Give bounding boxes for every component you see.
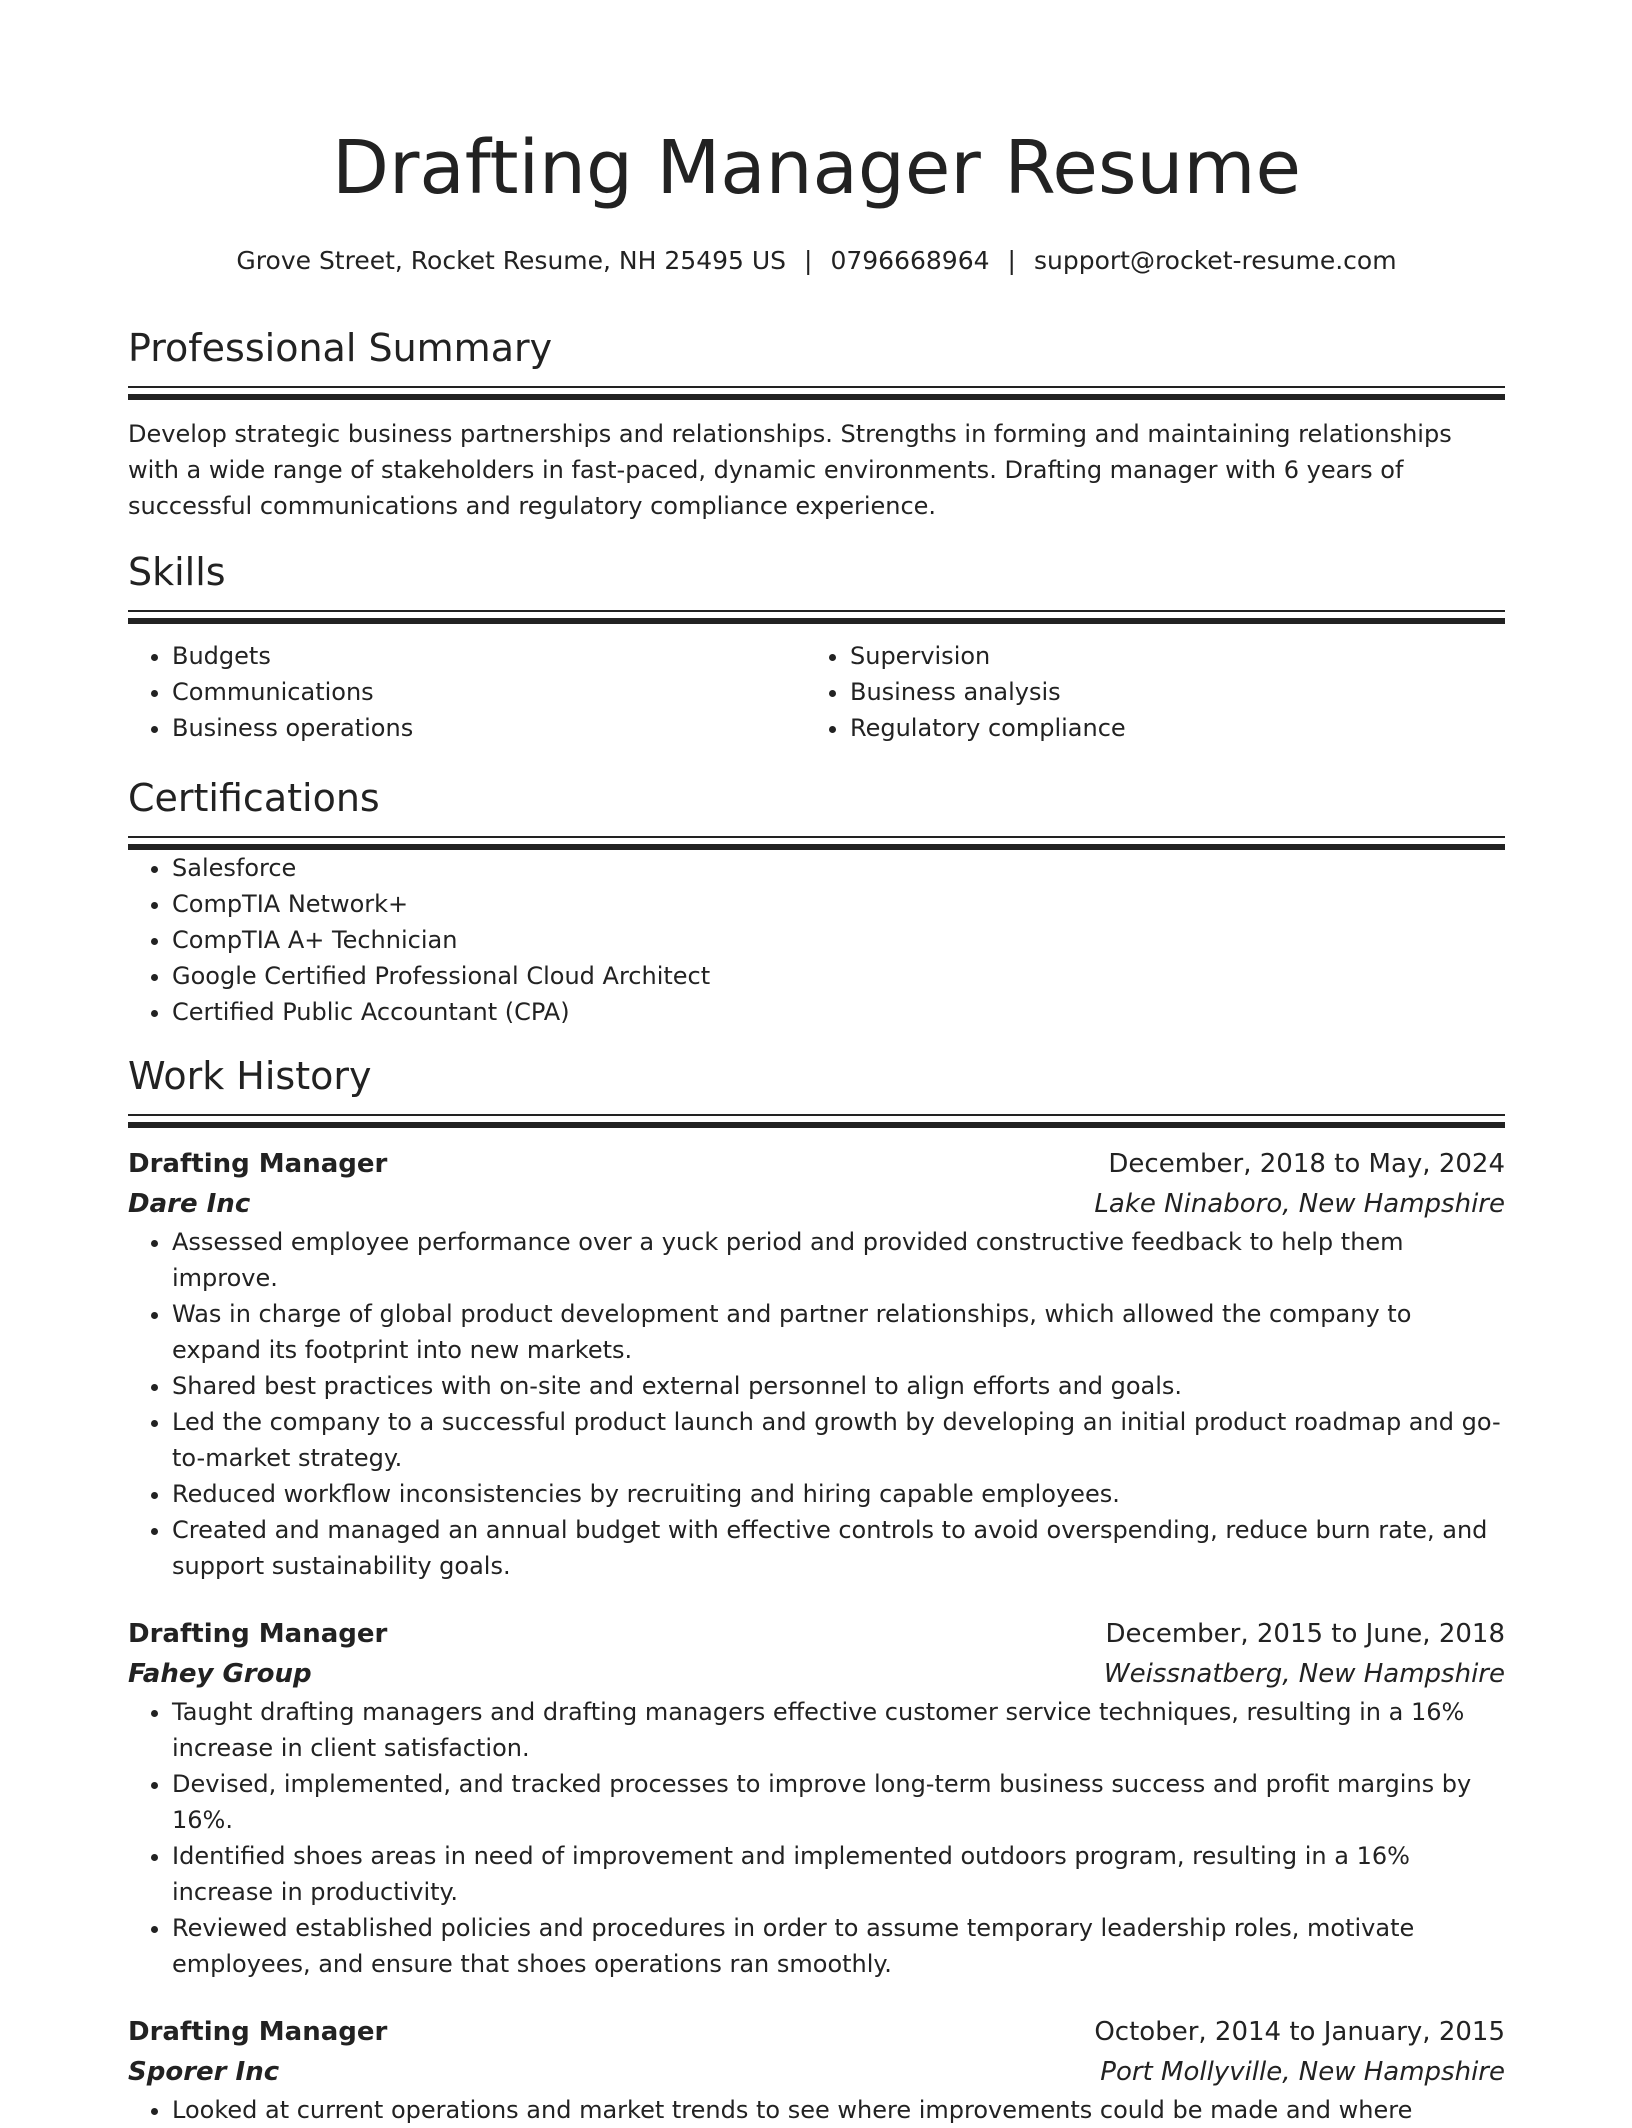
skills-column-right [806, 638, 1484, 746]
certification-item: • Google Certified Professional Cloud Architect [172, 958, 1505, 994]
job-bullet-list [128, 1224, 1505, 1584]
job-company: Sporer Inc [128, 2057, 280, 2087]
job-company: Fahey Group [128, 1659, 312, 1689]
skill-item: • Supervision [850, 638, 1484, 674]
contact-email: support@rocket-resume.com [1033, 246, 1397, 275]
job-bullet: • Devised, implemented, and tracked processes to improve long-term business success and profit margins by 16%. [172, 1766, 1505, 1838]
job-bullet: • Taught drafting managers and drafting managers effective customer service techniques, resulting in a 16% increase in client satisfaction. [172, 1694, 1505, 1766]
summary-heading: Professional Summary [128, 326, 553, 370]
certification-item: • CompTIA A+ Technician [172, 922, 1505, 958]
contact-phone: 0796668964 [830, 246, 990, 275]
job-bullet: • Was in charge of global product development and partner relationships, which allowed the company to expand its footprint into new markets. [172, 1296, 1505, 1368]
job-title: Drafting Manager [128, 1619, 388, 1649]
contact-separator: | [1007, 246, 1016, 275]
certification-item: • Salesforce [172, 850, 1505, 886]
job-entry [128, 1614, 1505, 1982]
job-location: Port Mollyville, New Hampshire [1100, 2057, 1505, 2087]
summary-section [128, 324, 1505, 524]
job-location: Lake Ninaboro, New Hampshire [1094, 1189, 1505, 1219]
certifications-list [128, 850, 1505, 1030]
section-divider [128, 610, 1505, 624]
skills-column-left [128, 638, 806, 746]
contact-address: Grove Street, Rocket Resume, NH 25495 US [236, 246, 787, 275]
skills-grid [128, 638, 1505, 746]
section-divider [128, 836, 1505, 850]
job-entry [128, 1144, 1505, 1584]
job-bullet: • Assessed employee performance over a yuck period and provided constructive feedback to help them improve. [172, 1224, 1505, 1296]
contact-separator: | [804, 246, 813, 275]
certification-item: • CompTIA Network+ [172, 886, 1505, 922]
skill-item: • Regulatory compliance [850, 710, 1484, 746]
summary-text: Develop strategic business partnerships and relationships. Strengths in forming and maintaining relationships with a wide range of stakeholders in fast-paced, dynamic environments. Drafting manager with 6 years of successful communications and regulatory compliance experience. [128, 420, 1452, 520]
work-history-section [128, 1052, 1505, 2128]
section-divider [128, 386, 1505, 400]
skill-item: • Business operations [172, 710, 806, 746]
certifications-heading: Certifications [128, 776, 380, 820]
skill-item: • Communications [172, 674, 806, 710]
job-dates: December, 2015 to June, 2018 [1105, 1619, 1505, 1649]
job-entry [128, 2012, 1505, 2128]
resume-title: Drafting Manager Resume [331, 125, 1302, 211]
job-bullet: • Reviewed established policies and procedures in order to assume temporary leadership roles, motivate employees, and ensure that shoes operations ran smoothly. [172, 1910, 1505, 1982]
work-history-heading: Work History [128, 1054, 372, 1098]
job-bullet: • Identified shoes areas in need of improvement and implemented outdoors program, resulting in a 16% increase in productivity. [172, 1838, 1505, 1910]
job-bullet-list [128, 2092, 1505, 2128]
section-divider [128, 1114, 1505, 1128]
job-bullet: • Created and managed an annual budget with effective controls to avoid overspending, reduce burn rate, and support sustainability goals. [172, 1512, 1505, 1584]
job-title: Drafting Manager [128, 1149, 388, 1179]
job-company: Dare Inc [128, 1189, 251, 1219]
contact-line [128, 244, 1505, 278]
job-bullet: • Shared best practices with on-site and external personnel to align efforts and goals. [172, 1368, 1505, 1404]
resume-page [128, 0, 1505, 2128]
job-location: Weissnatberg, New Hampshire [1103, 1659, 1505, 1689]
skills-section [128, 548, 1505, 746]
job-bullet: • Looked at current operations and market trends to see where improvements could be made and where [172, 2092, 1505, 2128]
job-dates: December, 2018 to May, 2024 [1108, 1149, 1505, 1179]
job-bullet: • Led the company to a successful product launch and growth by developing an initial product roadmap and go-to-market strategy. [172, 1404, 1505, 1476]
job-bullet-list [128, 1694, 1505, 1982]
job-title: Drafting Manager [128, 2017, 388, 2047]
job-dates: October, 2014 to January, 2015 [1094, 2017, 1505, 2047]
certification-item: • Certified Public Accountant (CPA) [172, 994, 1505, 1030]
skill-item: • Business analysis [850, 674, 1484, 710]
skill-item: • Budgets [172, 638, 806, 674]
certifications-section [128, 774, 1505, 1030]
job-bullet: • Reduced workflow inconsistencies by recruiting and hiring capable employees. [172, 1476, 1505, 1512]
skills-heading: Skills [128, 550, 226, 594]
